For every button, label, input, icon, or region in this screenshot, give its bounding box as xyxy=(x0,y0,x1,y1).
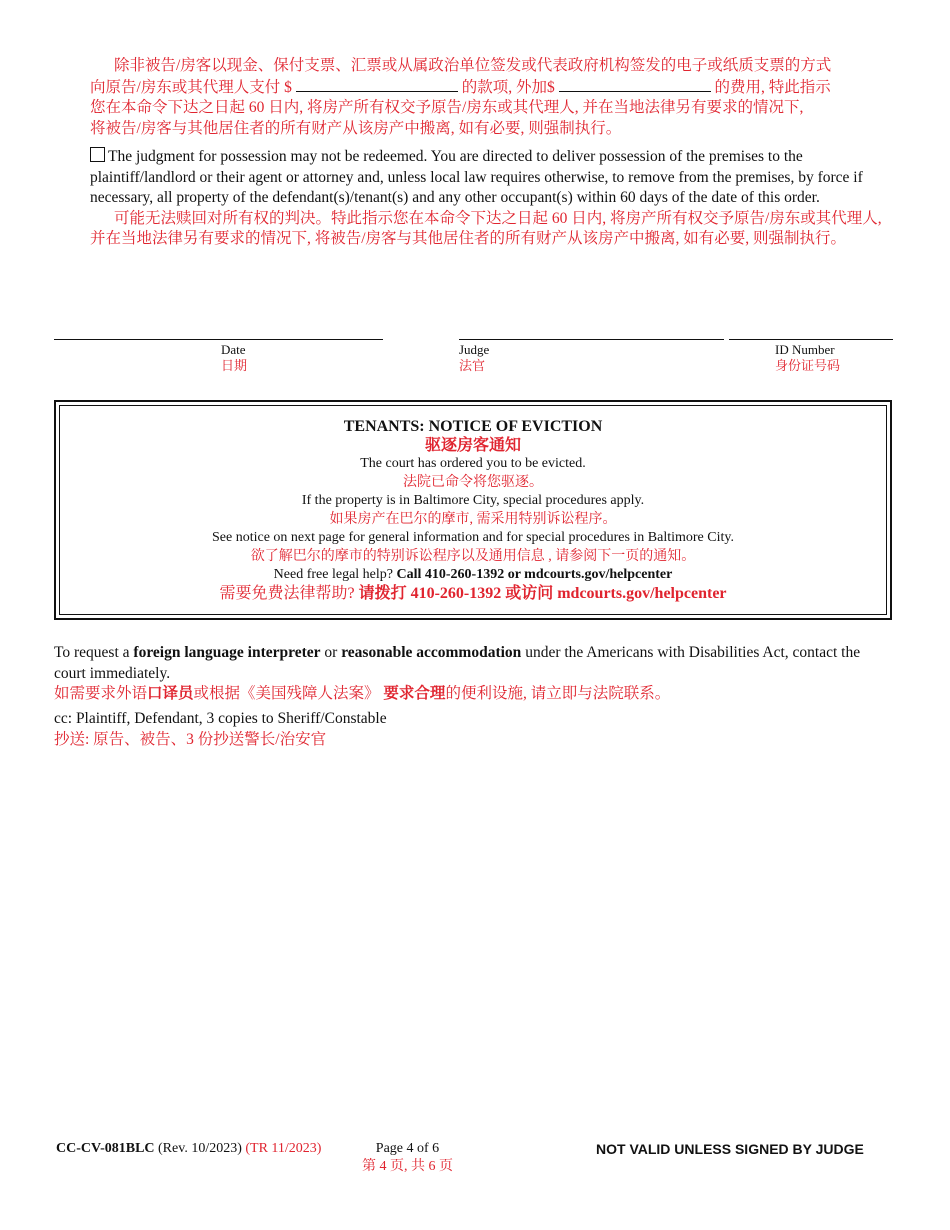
legal-help-line: Need free legal help? Call 410-260-1392 or mdcourts.gov/helpcenter xyxy=(273,567,673,582)
notice-text: The court has ordered you to be evicted. xyxy=(360,456,586,471)
notice-title-zh: 驱逐房客通知 xyxy=(424,436,521,454)
legal-help-link[interactable]: Call 410-260-1392 or mdcourts.gov/helpcenter xyxy=(396,567,673,582)
no-redemption-text-zh: 可能无法赎回对所有权的判决。特此指示您在本命令下达之日起 60 日内, 将房产所有权交予原告/房东或其代理人, 并在当地法律另有要求的情况下, 将被告/房客与其他居住者的所有财产从该房产中搬离, 如有必要, 则强制执行。 xyxy=(90,209,882,247)
text: 的款项, 外加$ xyxy=(461,78,555,96)
date-signature-line[interactable] xyxy=(54,339,383,340)
judge-label: Judge 法官 xyxy=(459,342,490,373)
amount-field[interactable] xyxy=(296,77,458,92)
cc-list xyxy=(54,709,387,750)
text: 的费用, 特此指示 xyxy=(714,78,831,96)
notice-title: TENANTS: NOTICE OF EVICTION xyxy=(343,418,603,435)
id-number-label: ID Number 身份证号码 xyxy=(775,342,841,373)
page-number: Page 4 of 6 第 4 页, 共 6 页 xyxy=(362,1141,453,1174)
legal-help-line-zh: 需要免费法律帮助? 请拨打 410-260-1392 或访问 mdcourts.gov/helpcenter xyxy=(219,584,727,602)
id-number-line[interactable] xyxy=(729,339,893,340)
validity-notice: NOT VALID UNLESS SIGNED BY JUDGE xyxy=(596,1141,864,1157)
legal-help-link-zh[interactable]: 请拨打 410-260-1392 或访问 mdcourts.gov/helpcenter xyxy=(358,584,727,602)
date-label: Date 日期 xyxy=(221,342,248,373)
notice-text: See notice on next page for general information and for special procedures in Baltimore City. xyxy=(212,530,734,545)
text-line: 将被告/房客与其他居住者的所有财产从该房产中搬离, 如有必要, 则强制执行。 xyxy=(90,119,622,137)
notice-text: If the property is in Baltimore City, special procedures apply. xyxy=(301,493,645,508)
notice-text-zh: 如果房产在巴尔的摩市, 需采用特别诉讼程序。 xyxy=(329,511,617,527)
no-redemption-text: The judgment for possession may not be redeemed. You are directed to deliver possession of the premises to the plaintiff/landlord or their agent or attorney and, unless local law requires otherwise, to remove from the premises, by force if necessary, all property of the defendant(s)/tenant(s) and any other occupant(s) within 60 days of the date of this order. xyxy=(90,148,863,206)
notice-text-zh: 法院已命令将您驱逐。 xyxy=(403,474,543,490)
cc-text: cc: Plaintiff, Defendant, 3 copies to Sheriff/Constable xyxy=(54,710,387,727)
text: 向原告/房东或其代理人支付 $ xyxy=(90,78,292,96)
notice-text-zh: 欲了解巴尔的摩市的特别诉讼程序以及通用信息 , 请参阅下一页的通知。 xyxy=(250,548,696,564)
ada-notice-zh: 如需要求外语口译员或根据《美国残障人法案》 要求合理的便利设施, 请立即与法院联系。 xyxy=(54,685,671,702)
cc-text-zh: 抄送: 原告、被告、3 份抄送警长/治安官 xyxy=(54,730,327,748)
text-line: 您在本命令下达之日起 60 日内, 将房产所有权交予原告/房东或其代理人, 并在当地法律另有要求的情况下, xyxy=(90,99,804,116)
ada-notice: To request a foreign language interpreter or reasonable accommodation under the Americans with Disabilities Act, contact the court immediately. 如需要求外语口译员或根据《美国残障人法案》 要求合理的便利设施, 请立即与法院联系。 xyxy=(54,643,894,705)
no-redemption-paragraph xyxy=(90,147,890,250)
no-redemption-checkbox[interactable] xyxy=(90,147,105,162)
eviction-notice-box xyxy=(54,400,892,620)
text-line: 除非被告/房客以现金、保付支票、汇票或从属政治单位签发或代表政府机构签发的电子或纸质支票的方式 xyxy=(114,57,832,74)
costs-field[interactable] xyxy=(559,77,711,92)
form-number: CC-CV-081BLC (Rev. 10/2023) (TR 11/2023) xyxy=(56,1141,322,1156)
redemption-paragraph-zh xyxy=(90,56,890,139)
judge-signature-line[interactable] xyxy=(459,339,724,340)
